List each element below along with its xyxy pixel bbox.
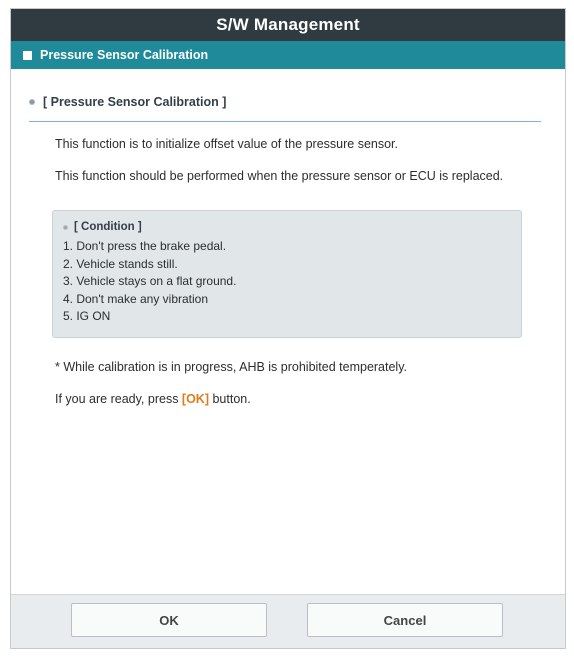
condition-item: 5. IG ON (63, 309, 111, 323)
bullet-icon (63, 225, 68, 230)
ready-suffix: button. (209, 392, 251, 406)
dialog-window (10, 8, 566, 649)
ready-instruction (55, 390, 525, 408)
condition-heading-text: [ Condition ] (74, 221, 142, 233)
condition-item: 3. Vehicle stays on a flat ground. (63, 274, 237, 288)
square-bullet-icon (23, 51, 32, 60)
ok-highlight: [OK] (181, 392, 209, 406)
condition-panel (52, 210, 522, 338)
condition-item: 1. Don't press the brake pedal. (63, 239, 227, 253)
description-line-1: This function is to initialize offset value of the pressure sensor. (55, 137, 399, 151)
section-heading (29, 95, 535, 109)
ok-button[interactable]: OK (71, 603, 267, 637)
warning-note: * While calibration is in progress, AHB is prohibited temperately. (55, 360, 408, 374)
ready-prefix: If you are ready, press (55, 392, 182, 406)
cancel-button[interactable]: Cancel (307, 603, 503, 637)
button-bar (11, 594, 565, 648)
section-divider (29, 121, 541, 122)
condition-item: 2. Vehicle stands still. (63, 256, 178, 271)
subheader-title: Pressure Sensor Calibration (40, 48, 209, 62)
condition-heading (63, 221, 511, 233)
content-area (11, 95, 565, 408)
subheader-bar (11, 41, 565, 69)
condition-list (63, 238, 511, 326)
bullet-icon (29, 99, 35, 105)
window-title: S/W Management (216, 15, 360, 34)
section-heading-text: [ Pressure Sensor Calibration ] (43, 95, 227, 109)
title-bar (11, 9, 565, 41)
condition-item: 4. Don't make any vibration (63, 291, 209, 306)
description-line-2: This function should be performed when the pressure sensor or ECU is replaced. (55, 169, 504, 183)
